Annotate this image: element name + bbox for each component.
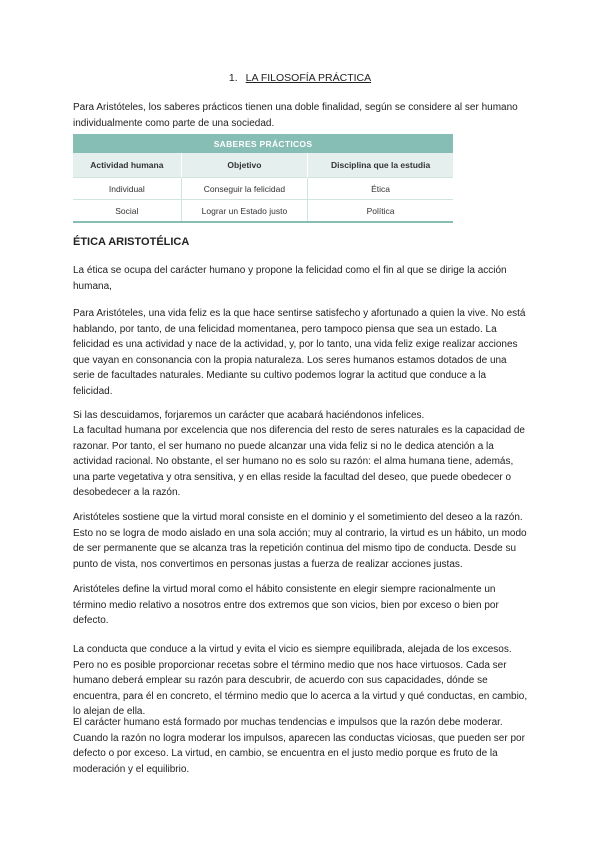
paragraph: Para Aristóteles, una vida feliz es la que hace sentirse satisfecho y afortunado a quien la vive. No está hablando, por tanto, de una felicidad momentanea, pero tampoco piensa que sea un estado. La felicidad es una actividad y nace de la actividad, y, por lo tanto, una vida feliz exige realizar acciones que vayan en consonancia con la propia naturaleza. Los seres humanos estamos dotados de una serie de facultades naturales. Mediante su cultivo podemos lograr la actitud que conduce a la felicidad.	[73, 308, 526, 397]
paragraph: La ética se ocupa del carácter humano y propone la felicidad como el fin al que se dirige la acción humana,	[73, 265, 507, 292]
section-title-text: LA FILOSOFÍA PRÁCTICA	[245, 72, 372, 84]
paragraph: El carácter humano está formado por muchas tendencias e impulsos que la razón debe moderar. Cuando la razón no logra moderar los impulsos, aparecen las conductas viciosas, que pueden ser por defecto o por exceso. La virtud, en cambio, se encuentra en el justo medio porque es fruto de la moderación y el equilibrio.	[73, 717, 525, 775]
paragraph: Aristóteles sostiene que la virtud moral consiste en el dominio y el sometimiento del deseo a la razón. Esto no se logra de modo aislado en una sola acción; muy al contrario, la virtud es un hábito, un modo de ser permanente que se alcanza tras la repetición continua del mismo tipo de conducta. Desde su punto de vista, nos convertimos en personas justas a fuerza de realizar acciones justas.	[73, 512, 527, 570]
paragraph: Si las descuidamos, forjaremos un carácter que acabará haciéndonos infelices.	[73, 410, 425, 421]
saberes-practicos-table	[73, 134, 453, 223]
table-header-objetivo: Objetivo	[181, 153, 307, 178]
section-heading: ÉTICA ARISTOTÉLICA	[73, 236, 190, 248]
paragraph: La facultad humana por excelencia que nos diferencia del resto de seres naturales es la capacidad de razonar. Por tanto, el ser humano no puede alcanzar una vida feliz si no le dedica atención a la actividad racional. No obstante, el ser humano no es solo su razón: el alma humana tiene, además, una parte vegetativa y otra sensitiva, y en ellas reside la facultad del deseo, que puede obedecer o desobedecer a la razón.	[73, 425, 525, 498]
table-cell: Ética	[308, 178, 453, 200]
table-cell: Individual	[73, 178, 181, 200]
table-cell: Social	[73, 200, 181, 223]
paragraph: Aristóteles define la virtud moral como el hábito consistente en elegir siempre racionalmente un término medio relativo a nosotros entre dos extremos que son vicios, bien por exceso o bien por defecto.	[73, 584, 499, 626]
section-title	[0, 72, 600, 84]
table-header-disciplina: Disciplina que la estudia	[308, 153, 453, 178]
table-row	[73, 200, 453, 223]
paragraph: La conducta que conduce a la virtud y evita el vicio es siempre equilibrada, alejada de los excesos. Pero no es posible proporcionar recetas sobre el término medio que nos hace virtuosos. Cada ser humano deberá emplear su razón para descubrir, de acuerdo con sus capacidades, dónde se encuentra, para él en concreto, el término medio que lo acerca a la virtud y qué conductas, en cambio, lo alejan de ella.	[73, 644, 528, 717]
table-row	[73, 178, 453, 200]
intro-paragraph: Para Aristóteles, los saberes prácticos tienen una doble finalidad, según se considere al ser humano individualmente como parte de una sociedad.	[73, 102, 518, 129]
table-cell: Política	[308, 200, 453, 223]
section-number: 1.	[228, 72, 238, 84]
table-banner: SABERES PRÁCTICOS	[73, 134, 453, 153]
table-header-actividad: Actividad humana	[73, 153, 181, 178]
table-cell: Lograr un Estado justo	[181, 200, 307, 223]
table-cell: Conseguir la felicidad	[181, 178, 307, 200]
